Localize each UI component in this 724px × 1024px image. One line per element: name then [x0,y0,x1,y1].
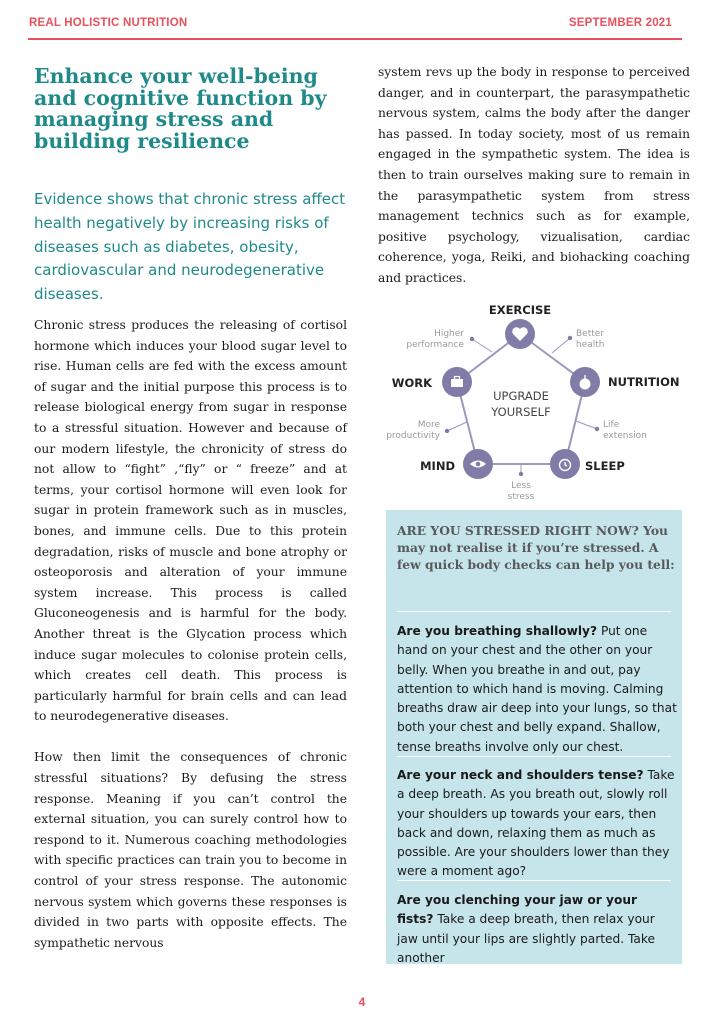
connector-better [552,338,570,353]
benefit-less-line2: stress [507,492,535,502]
right-column [378,62,690,289]
article-title: Enhance your well-being and cognitive function by managing stress and building resilience [34,64,327,153]
paragraph-stress-response: How then limit the consequences of chronic stressful situations? By defusing the stress response. Meaning if you can’t control the external situation, you can surely control how to respond to it. Numerous coaching methodologies with specific practices can train you to become in control of your stress response. The autonomic nervous system which governs these responses is divided in two parts with opposite effects. The sympathetic nervous [34,750,347,950]
benefit-dot [519,472,523,476]
benefit-higher-line2: performance [406,340,464,350]
label-exercise: EXERCISE [488,303,552,317]
sidebar-question: Are your neck and shoulders tense? [397,768,644,782]
node-nutrition [570,367,600,397]
benefit-more-line1: More [417,420,440,430]
node-exercise [505,319,535,349]
article-subtitle: Evidence shows that chronic stress affect health negatively by increasing risks of diseases such as diabetes, obesity, cardiovascular and neurodegenerative diseases. [34,190,346,304]
label-mind: MIND [420,459,455,473]
left-column [34,315,347,974]
sidebar-answer: Put one hand on your chest and the other on your belly. When you breathe in and out, pay attention to which hand is moving. Calming breaths draw air deep into your lungs, so that both your chest and belly expand. Shallow, tense breaths involve only our chest. [397,624,677,754]
label-sleep: SLEEP [585,459,625,473]
node-mind [463,449,493,479]
connector-higher [472,339,492,352]
benefit-dot [445,429,449,433]
benefit-dot [568,336,572,340]
sidebar-divider [397,756,671,757]
benefit-life-line2: extension [603,431,647,441]
center-label-upgrade: UPGRADE [493,389,549,403]
sidebar-answer: Take a deep breath, then relax your jaw until your lips are slightly parted. Take another [397,912,655,964]
center-label-yourself: YOURSELF [491,405,551,419]
sidebar-answer: Take a deep breath. As you breath out, slowly roll your shoulders up towards your ears, then back and down, relaxing them as much as possible. Are your shoulders lower than they were a moment ago? [397,768,675,879]
sidebar-divider [397,611,671,612]
sidebar-item-breathing [397,622,677,757]
label-work: WORK [391,376,432,390]
sidebar-heading: ARE YOU STRESSED RIGHT NOW? You may not realise it if you’re stressed. A few quick body checks can help you tell: [397,523,675,573]
upgrade-yourself-diagram [380,296,690,506]
paragraph-cortisol: Chronic stress produces the releasing of cortisol hormone which induces your blood sugar level to rise. Human cells are fed with the excess amount of sugar and the initial purpose this process is to release biological energy from sugar in response to a stressful situation. However and because of our modern lifestyle, the chronicity of stress do not allow to “fight” ,“fly” or “ freeze” and at terms, your cortisol hormone will even look for sugar in protein framework such as in muscles, bones, and immune cells. Due to this protein degradation, risks of muscle and bone atrophy or osteoporosis and alteration of your immune system increase. This process is called Gluconeogenesis and is harmful for the body. Another threat is the Glycation process which induce sugar molecules to colonise protein cells, which creates cell death. This process is particularly harmful for brain cells and can lead to neurodegenerative diseases. [34,318,347,724]
benefit-higher-line1: Higher [434,329,464,339]
node-work [442,367,472,397]
paragraph-nervous-system: system revs up the body in response to perceived danger, and in counterpart, the parasympathetic nervous system, calms the body after the danger has passed. In today society, most of us remain engaged in the sympathetic system. The idea is then to train ourselves making sure to remain in the parasympathetic system from stress management technics such as for example, positive psychology, vizualisation, cardiac coherence, yoga, Reiki, and biohacking coaching and practices. [378,65,690,285]
issue-date: SEPTEMBER 2021 [568,17,672,29]
page-number: 4 [358,995,366,1009]
benefit-better-line2: health [576,340,605,350]
sidebar-item-jaw-fists [397,891,677,964]
sidebar-question: Are you clenching your jaw or your fists? [397,893,638,927]
stress-check-sidebar [386,510,682,964]
node-sleep [550,449,580,479]
benefit-life-line1: Life [603,420,620,430]
benefit-dot [595,427,599,431]
header-divider [28,38,682,40]
label-nutrition: NUTRITION [608,375,680,389]
benefit-less-line1: Less [511,481,531,491]
benefit-dot [470,337,474,341]
sidebar-question: Are you breathing shallowly? [397,624,598,638]
sidebar-divider [397,880,671,881]
connector-more [447,422,467,431]
benefit-better-line1: Better [576,329,605,339]
benefit-more-line2: productivity [386,431,440,441]
publication-name: REAL HOLISTIC NUTRITION [29,17,188,29]
connector-life [576,421,597,429]
sidebar-item-neck-shoulders [397,766,677,882]
